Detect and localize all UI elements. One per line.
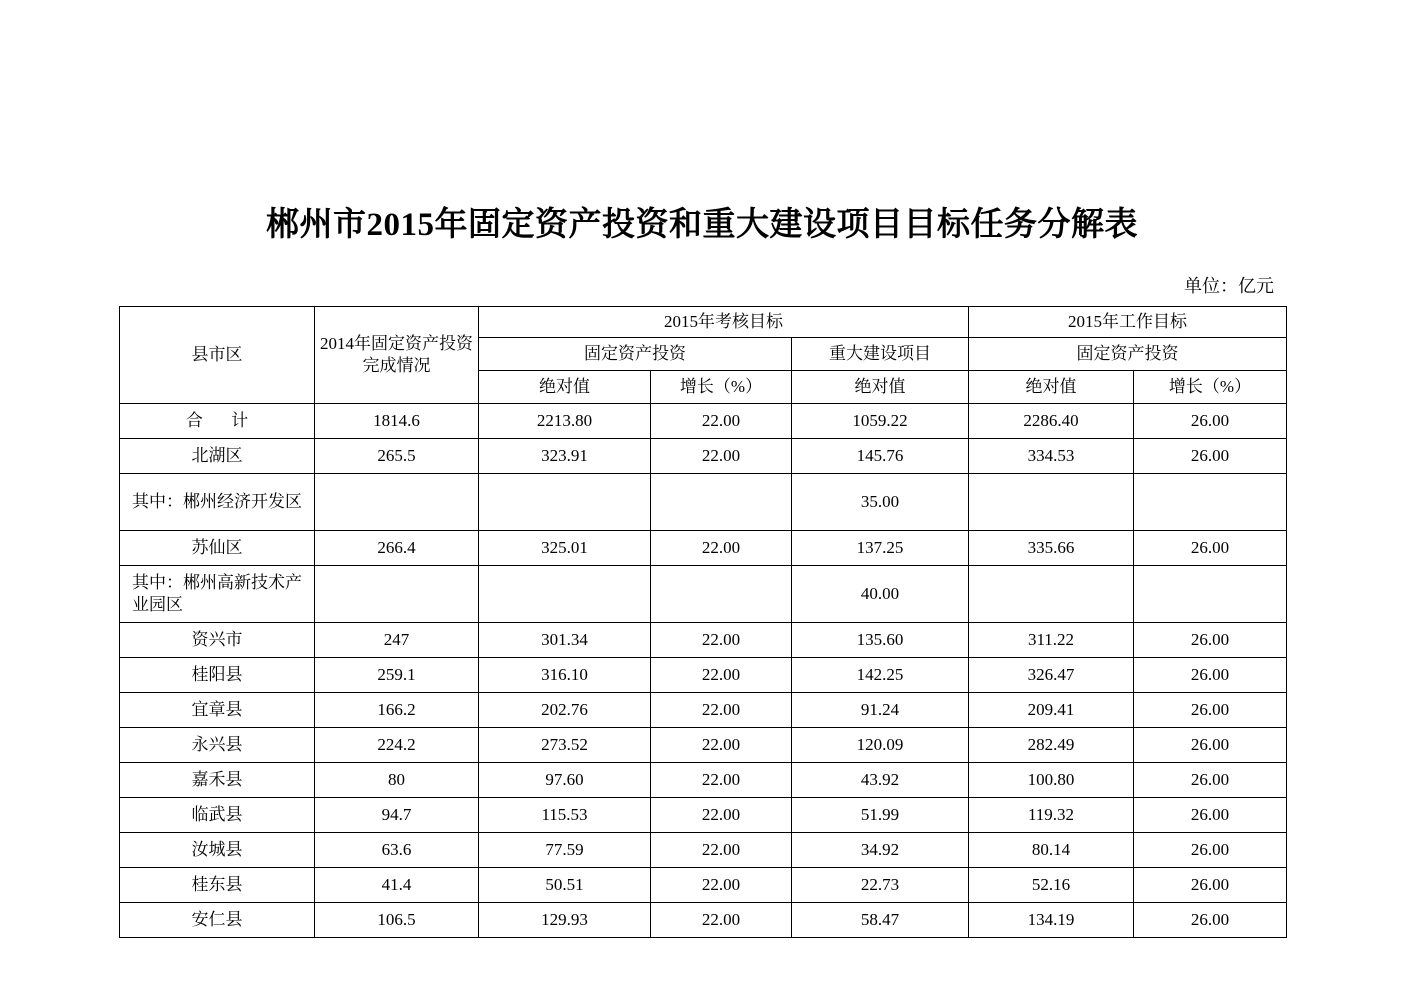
column-group-work-target: 2015年工作目标 [969, 307, 1287, 338]
cell-major-absolute: 22.73 [792, 868, 969, 903]
cell-work-absolute: 282.49 [969, 728, 1134, 763]
cell-work-growth: 26.00 [1134, 833, 1287, 868]
cell-work-growth: 26.00 [1134, 868, 1287, 903]
cell-major-absolute: 35.00 [792, 474, 969, 531]
cell-work-growth: 26.00 [1134, 798, 1287, 833]
cell-major-absolute: 43.92 [792, 763, 969, 798]
table-row [120, 404, 1287, 439]
cell-assess-absolute [479, 566, 651, 623]
table-row [120, 566, 1287, 623]
row-label: 北湖区 [120, 439, 315, 474]
cell-work-absolute [969, 566, 1134, 623]
cell-work-growth: 26.00 [1134, 763, 1287, 798]
cell-assess-absolute: 2213.80 [479, 404, 651, 439]
table-row [120, 868, 1287, 903]
cell-assess-growth [651, 474, 792, 531]
table-row [120, 658, 1287, 693]
cell-2014: 41.4 [315, 868, 479, 903]
cell-assess-absolute: 202.76 [479, 693, 651, 728]
table-body [120, 404, 1287, 938]
cell-assess-growth: 22.00 [651, 833, 792, 868]
cell-assess-absolute: 129.93 [479, 903, 651, 938]
cell-assess-absolute: 325.01 [479, 531, 651, 566]
cell-major-absolute: 34.92 [792, 833, 969, 868]
cell-assess-growth: 22.00 [651, 903, 792, 938]
column-header-major-absolute: 绝对值 [792, 371, 969, 404]
cell-major-absolute: 120.09 [792, 728, 969, 763]
cell-assess-growth: 22.00 [651, 868, 792, 903]
cell-work-absolute [969, 474, 1134, 531]
cell-2014: 1814.6 [315, 404, 479, 439]
table-row [120, 728, 1287, 763]
cell-2014: 63.6 [315, 833, 479, 868]
cell-2014: 94.7 [315, 798, 479, 833]
cell-assess-growth: 22.00 [651, 404, 792, 439]
cell-assess-absolute: 77.59 [479, 833, 651, 868]
cell-major-absolute: 91.24 [792, 693, 969, 728]
cell-work-growth: 26.00 [1134, 728, 1287, 763]
cell-assess-growth: 22.00 [651, 658, 792, 693]
cell-assess-growth: 22.00 [651, 623, 792, 658]
table-row [120, 763, 1287, 798]
table-row [120, 833, 1287, 868]
column-header-assess-absolute: 绝对值 [479, 371, 651, 404]
cell-major-absolute: 145.76 [792, 439, 969, 474]
row-label: 资兴市 [120, 623, 315, 658]
column-subgroup-fixed-assets: 固定资产投资 [479, 338, 792, 371]
cell-2014: 265.5 [315, 439, 479, 474]
cell-assess-absolute: 273.52 [479, 728, 651, 763]
cell-2014: 106.5 [315, 903, 479, 938]
cell-work-growth: 26.00 [1134, 623, 1287, 658]
row-label: 临武县 [120, 798, 315, 833]
cell-work-growth: 26.00 [1134, 439, 1287, 474]
cell-major-absolute: 137.25 [792, 531, 969, 566]
column-header-work-growth: 增长（%） [1134, 371, 1287, 404]
column-group-assess-target: 2015年考核目标 [479, 307, 969, 338]
table-row [120, 798, 1287, 833]
cell-work-absolute: 134.19 [969, 903, 1134, 938]
cell-work-absolute: 80.14 [969, 833, 1134, 868]
table-row [120, 693, 1287, 728]
table-row [120, 623, 1287, 658]
cell-assess-absolute: 97.60 [479, 763, 651, 798]
cell-work-growth: 26.00 [1134, 693, 1287, 728]
row-label: 其中：郴州经济开发区 [132, 492, 302, 512]
cell-work-growth [1134, 474, 1287, 531]
page-title: 郴州市2015年固定资产投资和重大建设项目目标任务分解表 [266, 207, 1138, 243]
cell-work-absolute: 311.22 [969, 623, 1134, 658]
column-subgroup-fixed-assets-work: 固定资产投资 [969, 338, 1287, 371]
column-header-2014: 2014年固定资产投资完成情况 [315, 307, 479, 404]
cell-assess-growth: 22.00 [651, 728, 792, 763]
row-label: 宜章县 [120, 693, 315, 728]
table-header-row-1 [120, 307, 1287, 338]
table-row [120, 531, 1287, 566]
investment-target-table [119, 306, 1287, 938]
cell-major-absolute: 135.60 [792, 623, 969, 658]
cell-work-absolute: 334.53 [969, 439, 1134, 474]
cell-assess-growth: 22.00 [651, 763, 792, 798]
column-header-work-absolute: 绝对值 [969, 371, 1134, 404]
table-header [120, 307, 1287, 404]
cell-2014: 259.1 [315, 658, 479, 693]
cell-2014: 80 [315, 763, 479, 798]
cell-work-absolute: 2286.40 [969, 404, 1134, 439]
table-row [120, 439, 1287, 474]
row-label: 汝城县 [120, 833, 315, 868]
cell-assess-absolute: 301.34 [479, 623, 651, 658]
cell-assess-absolute: 323.91 [479, 439, 651, 474]
row-label: 安仁县 [120, 903, 315, 938]
cell-assess-growth: 22.00 [651, 531, 792, 566]
cell-work-growth: 26.00 [1134, 531, 1287, 566]
row-label: 其中：郴州高新技术产业园区 [132, 573, 302, 614]
cell-assess-absolute: 316.10 [479, 658, 651, 693]
cell-work-absolute: 326.47 [969, 658, 1134, 693]
cell-2014 [315, 566, 479, 623]
cell-work-growth: 26.00 [1134, 404, 1287, 439]
cell-major-absolute: 51.99 [792, 798, 969, 833]
row-label: 合 计 [185, 411, 261, 431]
cell-2014 [315, 474, 479, 531]
row-label: 桂东县 [120, 868, 315, 903]
cell-assess-growth [651, 566, 792, 623]
cell-work-growth [1134, 566, 1287, 623]
cell-assess-absolute [479, 474, 651, 531]
cell-major-absolute: 142.25 [792, 658, 969, 693]
row-label: 苏仙区 [120, 531, 315, 566]
cell-2014: 247 [315, 623, 479, 658]
row-label: 嘉禾县 [120, 763, 315, 798]
cell-major-absolute: 40.00 [792, 566, 969, 623]
cell-assess-growth: 22.00 [651, 693, 792, 728]
cell-work-growth: 26.00 [1134, 658, 1287, 693]
cell-major-absolute: 58.47 [792, 903, 969, 938]
cell-2014: 166.2 [315, 693, 479, 728]
column-subgroup-major-projects: 重大建设项目 [792, 338, 969, 371]
column-header-assess-growth: 增长（%） [651, 371, 792, 404]
table-row [120, 474, 1287, 531]
table-row [120, 903, 1287, 938]
row-label: 永兴县 [120, 728, 315, 763]
cell-assess-absolute: 50.51 [479, 868, 651, 903]
column-header-region: 县市区 [120, 307, 315, 404]
cell-assess-growth: 22.00 [651, 798, 792, 833]
cell-major-absolute: 1059.22 [792, 404, 969, 439]
cell-assess-growth: 22.00 [651, 439, 792, 474]
cell-work-growth: 26.00 [1134, 903, 1287, 938]
row-label: 桂阳县 [120, 658, 315, 693]
cell-assess-absolute: 115.53 [479, 798, 651, 833]
cell-work-absolute: 209.41 [969, 693, 1134, 728]
cell-2014: 266.4 [315, 531, 479, 566]
cell-work-absolute: 119.32 [969, 798, 1134, 833]
unit-note: 单位：亿元 [1184, 276, 1274, 296]
cell-work-absolute: 335.66 [969, 531, 1134, 566]
cell-2014: 224.2 [315, 728, 479, 763]
cell-work-absolute: 52.16 [969, 868, 1134, 903]
cell-work-absolute: 100.80 [969, 763, 1134, 798]
